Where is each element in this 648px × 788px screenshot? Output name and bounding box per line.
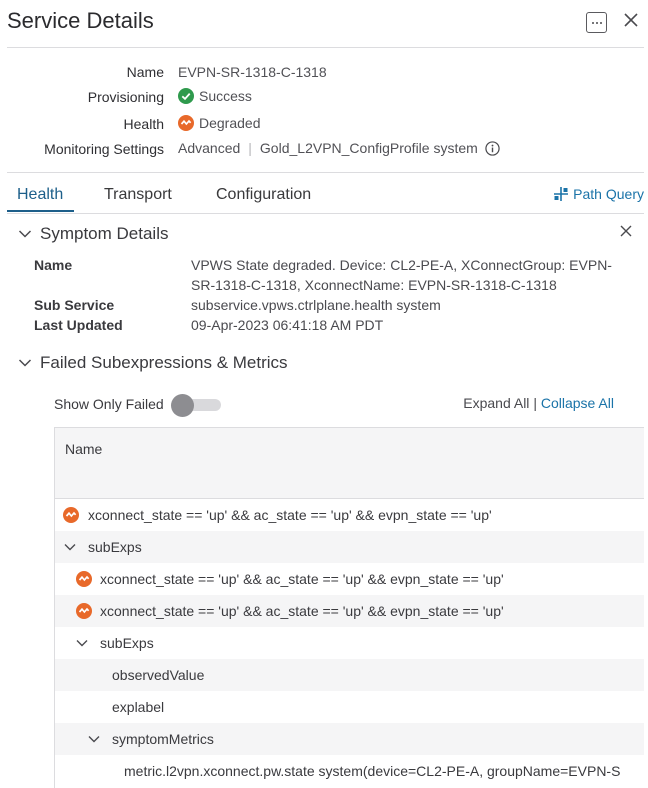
- close-icon[interactable]: [622, 11, 640, 29]
- row-label: observedValue: [112, 667, 205, 683]
- show-only-failed-label: Show Only Failed: [54, 396, 164, 412]
- row-label: metric.l2vpn.xconnect.pw.state system(device=CL2-PE-A, groupName=EVPN-S: [124, 763, 621, 779]
- info-icon[interactable]: [485, 141, 500, 156]
- path-query-label: Path Query: [573, 186, 644, 202]
- row-label: xconnect_state == 'up' && ac_state == 'up' && evpn_state == 'up': [100, 603, 504, 619]
- chevron-down-icon: [18, 227, 32, 241]
- last-updated-value: 09-Apr-2023 06:41:18 AM PDT: [191, 317, 384, 333]
- header-divider: [7, 47, 644, 48]
- expand-collapse-divider: |: [533, 395, 537, 411]
- row-label: subExps: [88, 539, 142, 555]
- monitoring-settings-label: Monitoring Settings: [44, 141, 164, 157]
- provisioning-label: Provisioning: [87, 89, 164, 105]
- table-row[interactable]: [55, 627, 644, 659]
- name-label: Name: [126, 64, 164, 80]
- row-label: explabel: [112, 699, 165, 715]
- page-title: Service Details: [7, 8, 154, 33]
- symptom-details-toggle[interactable]: [18, 224, 168, 244]
- symptom-name-line2: SR-1318-C-1318, XconnectName: EVPN-SR-1318-C-1318: [191, 277, 557, 293]
- path-query-icon: [553, 186, 569, 202]
- close-symptom-icon[interactable]: [619, 224, 633, 238]
- failed-subexpressions-toggle[interactable]: [18, 353, 288, 373]
- degraded-icon: [76, 571, 92, 587]
- monitoring-settings-value: Advanced | Gold_L2VPN_ConfigProfile system: [178, 140, 500, 156]
- chevron-down-icon: [18, 356, 32, 370]
- table-row[interactable]: [55, 595, 644, 627]
- sub-service-label: Sub Service: [34, 297, 115, 313]
- tab-configuration[interactable]: Configuration: [216, 186, 312, 203]
- table-row[interactable]: [55, 755, 644, 787]
- table-row[interactable]: [55, 691, 644, 723]
- failed-subexpressions-heading: Failed Subexpressions & Metrics: [40, 353, 288, 372]
- expand-all-link[interactable]: Expand All: [463, 395, 530, 411]
- symptom-name-label: Name: [34, 257, 73, 273]
- degraded-icon: [178, 115, 194, 131]
- summary-divider: [7, 172, 644, 173]
- active-tab-indicator: [7, 210, 74, 212]
- collapse-all-link[interactable]: Collapse All: [540, 395, 614, 411]
- tab-bar: [7, 174, 644, 214]
- tabs-divider: [7, 213, 644, 214]
- table-row[interactable]: [55, 659, 644, 691]
- tab-transport[interactable]: Transport: [104, 186, 172, 203]
- service-name-value: EVPN-SR-1318-C-1318: [178, 64, 327, 80]
- chevron-down-icon[interactable]: [76, 637, 88, 649]
- table-row[interactable]: [55, 723, 644, 755]
- symptom-name-line1: VPWS State degraded. Device: CL2-PE-A, XConnectGroup: EVPN-: [191, 257, 612, 273]
- tab-health[interactable]: Health: [17, 186, 64, 203]
- more-options-icon[interactable]: [586, 12, 607, 33]
- expand-collapse-controls: [463, 395, 614, 411]
- provisioning-value: Success: [178, 88, 252, 104]
- chevron-down-icon[interactable]: [88, 733, 100, 745]
- degraded-icon: [76, 603, 92, 619]
- table-row[interactable]: [55, 499, 644, 531]
- success-icon: [178, 88, 194, 104]
- health-label: Health: [123, 116, 164, 132]
- table-row[interactable]: [55, 531, 644, 563]
- sub-service-value: subservice.vpws.ctrlplane.health system: [191, 297, 441, 313]
- row-label: xconnect_state == 'up' && ac_state == 'up' && evpn_state == 'up': [88, 507, 492, 523]
- path-query-button[interactable]: [553, 186, 644, 202]
- row-label: subExps: [100, 635, 154, 651]
- health-value: Degraded: [178, 115, 261, 131]
- table-row[interactable]: [55, 563, 644, 595]
- chevron-down-icon[interactable]: [64, 541, 76, 553]
- row-label: xconnect_state == 'up' && ac_state == 'up' && evpn_state == 'up': [100, 571, 504, 587]
- table-header: [55, 428, 644, 499]
- degraded-icon: [63, 507, 79, 523]
- row-label: symptomMetrics: [112, 731, 214, 747]
- subexpressions-table: [54, 427, 644, 788]
- column-name-header[interactable]: Name: [65, 441, 103, 457]
- show-only-failed-toggle[interactable]: [171, 394, 221, 416]
- symptom-details-heading: Symptom Details: [40, 224, 169, 243]
- last-updated-label: Last Updated: [34, 317, 123, 333]
